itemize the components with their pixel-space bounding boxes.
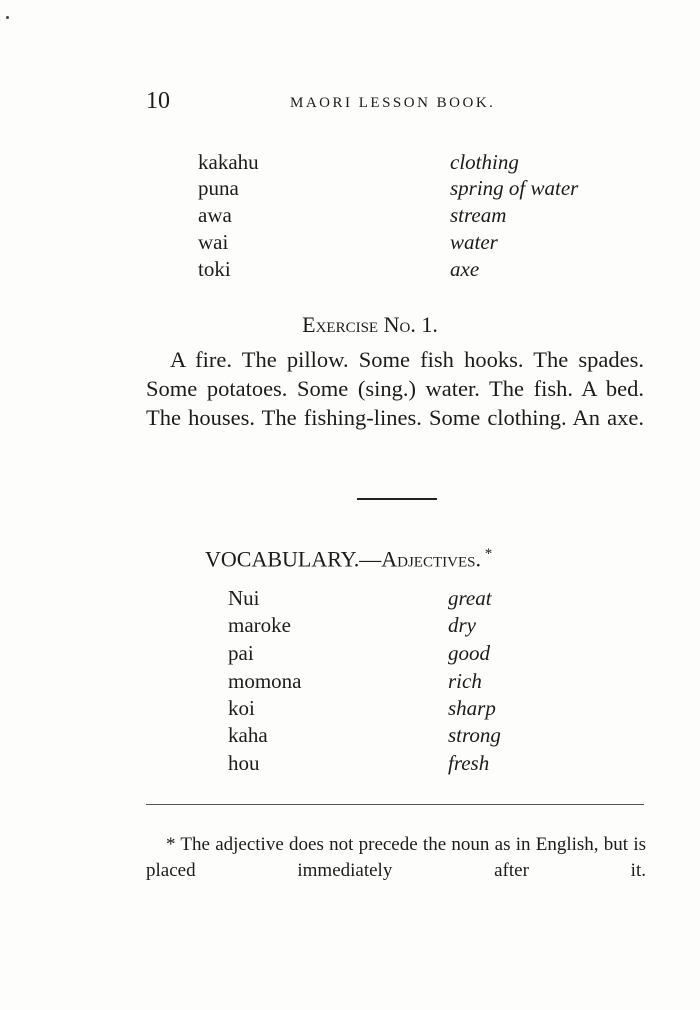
vocab-word: koi	[228, 696, 255, 720]
vocab-word: momona	[228, 669, 302, 693]
vocab-word: Nui	[228, 586, 260, 610]
vocab-word: toki	[198, 257, 231, 281]
running-title: MAORI LESSON BOOK.	[290, 95, 496, 111]
vocab-translation: sharp	[448, 696, 496, 720]
footnote-rule	[146, 804, 644, 805]
vocab-translation: strong	[448, 723, 501, 747]
vocab-translation: fresh	[448, 751, 490, 775]
vocab-translation: axe	[450, 257, 480, 281]
exercise-text: A fire. The pillow. Some fish hooks. The spades. Some potatoes. Some (sing.) water. The fish. A bed. The houses. The fishing-lines. Some clothing. An axe.	[146, 347, 644, 430]
vocab-word: hou	[228, 751, 260, 775]
vocab-word: pai	[228, 641, 254, 665]
vocab-translation: rich	[448, 669, 482, 693]
vocab-translation: water	[450, 230, 498, 254]
vocab-translation: good	[448, 641, 490, 665]
footnote: * The adjective does not precede the noun as in English, but is placed immediately after it.	[146, 834, 646, 881]
page-number: 10	[146, 88, 170, 114]
vocab-word: puna	[198, 176, 239, 200]
vocab-translation: spring of water	[450, 176, 579, 200]
vocab-translation: clothing	[450, 150, 519, 174]
page-speck	[6, 16, 9, 19]
vocab-word: maroke	[228, 613, 291, 637]
vocab-word: wai	[198, 230, 229, 254]
vocab-translation: dry	[448, 613, 476, 637]
section-divider	[357, 498, 437, 500]
vocab-word: kaha	[228, 723, 268, 747]
vocabulary-heading: VOCABULARY.—Adjectives. *	[205, 546, 493, 572]
exercise-heading: Exercise No. 1.	[302, 312, 438, 337]
vocab-word: awa	[198, 203, 232, 227]
vocab-word: kakahu	[198, 150, 259, 174]
vocab-translation: stream	[450, 203, 507, 227]
vocab-translation: great	[448, 586, 492, 610]
